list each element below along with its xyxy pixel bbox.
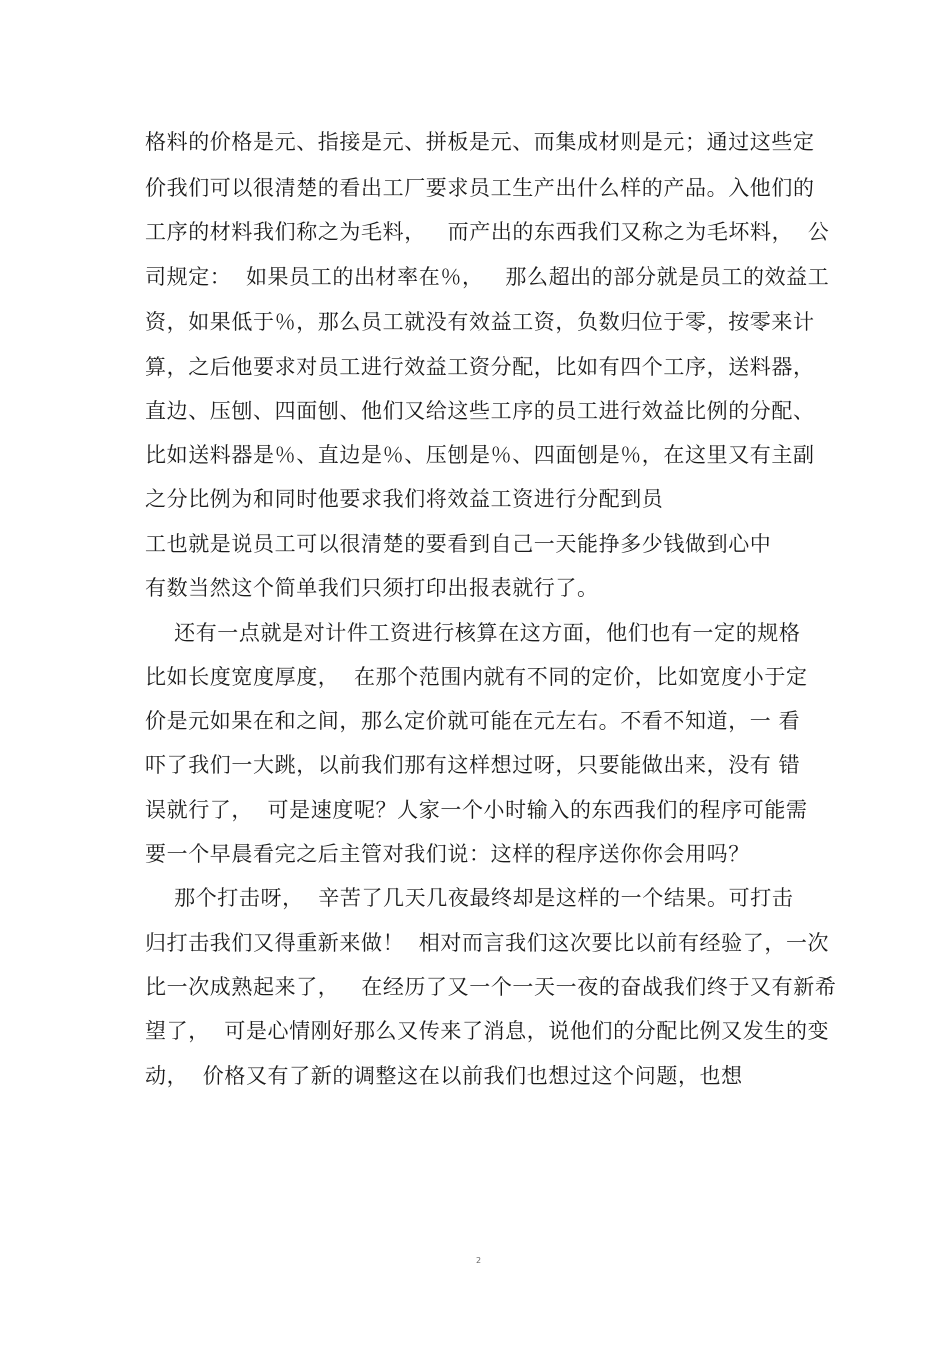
text-line: 资，如果低于％，那么员工就没有效益工资，负数归位于零，按零来计 [145,310,815,334]
text-line: 格料的价格是元、指接是元、拼板是元、而集成材则是元；通过这些定 [145,130,815,154]
text-line: 还有一点就是对计件工资进行核算在这方面，他们也有一定的规格 [145,621,801,645]
text-line: 工也就是说员工可以很清楚的要看到自己一天能挣多少钱做到心中 [145,532,772,556]
text-line: 工序的材料我们称之为毛料， 而产出的东西我们又称之为毛坏料， 公 [145,220,830,244]
text-line: 之分比例为和同时他要求我们将效益工资进行分配到员 [145,487,664,511]
text-line: 直边、压刨、四面刨、他们又给这些工序的员工进行效益比例的分配、 [145,399,815,423]
text-line: 吓了我们一大跳，以前我们那有这样想过呀，只要能做出来，没有 错 [145,753,801,777]
text-line: 有数当然这个简单我们只须打印出报表就行了。 [145,576,599,600]
text-line: 归打击我们又得重新来做！ 相对而言我们这次要比以前有经验了，一次 [145,931,830,955]
text-line: 比如送料器是％、直边是％、压刨是％、四面刨是％，在这里又有主副 [145,443,815,467]
page-number: 2 [476,1256,482,1265]
text-line: 动， 价格又有了新的调整这在以前我们也想过这个问题，也想 [145,1064,743,1088]
text-line: 要一个早晨看完之后主管对我们说：这样的程序送你你会用吗？ [145,842,750,866]
text-line: 价我们可以很清楚的看出工厂要求员工生产出什么样的产品。入他们的 [145,176,815,200]
text-line: 误就行了， 可是速度呢？人家一个小时输入的东西我们的程序可能需 [145,798,808,822]
text-line: 比如长度宽度厚度， 在那个范围内就有不同的定价，比如宽度小于定 [145,665,808,689]
text-line: 算，之后他要求对员工进行效益工资分配，比如有四个工序，送料器， [145,355,815,379]
text-line: 价是元如果在和之间，那么定价就可能在元左右。不看不知道，一 看 [145,709,801,733]
text-line: 比一次成熟起来了， 在经历了又一个一天一夜的奋战我们终于又有新希 [145,975,837,999]
text-line: 司规定： 如果员工的出材率在％， 那么超出的部分就是员工的效益工 [145,265,830,289]
text-line: 那个打击呀， 辛苦了几天几夜最终却是这样的一个结果。可打击 [145,886,794,910]
text-line: 望了， 可是心情刚好那么又传来了消息，说他们的分配比例又发生的变 [145,1019,830,1043]
